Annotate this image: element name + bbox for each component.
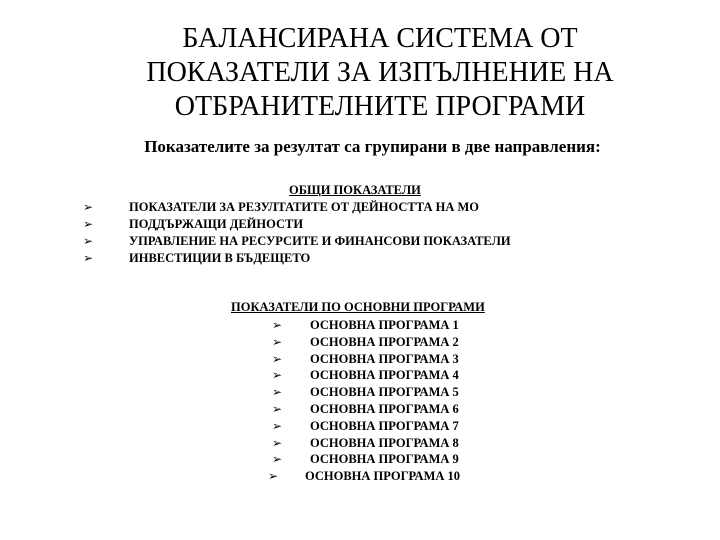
- list-item-label: ПОДДЪРЖАЩИ ДЕЙНОСТИ: [129, 217, 304, 231]
- list-item-label: ОСНОВНА ПРОГРАМА 3: [310, 351, 459, 366]
- list-item: [0, 436, 720, 453]
- list-item-label: ОСНОВНА ПРОГРАМА 6: [310, 401, 459, 416]
- list-item: [0, 402, 720, 419]
- list-item-label: УПРАВЛЕНИЕ НА РЕСУРСИТЕ И ФИНАНСОВИ ПОКАЗАТЕЛИ: [129, 234, 511, 248]
- list-item-label: ПОКАЗАТЕЛИ ЗА РЕЗУЛТАТИТЕ ОТ ДЕЙНОСТТА НА МО: [129, 200, 479, 214]
- arrowhead-bullet-icon: ➢: [272, 334, 283, 349]
- section-heading: ПОКАЗАТЕЛИ ПО ОСНОВНИ ПРОГРАМИ: [231, 300, 485, 314]
- list-item: [0, 469, 720, 486]
- list-item-label: ОСНОВНА ПРОГРАМА 10: [305, 469, 461, 484]
- arrowhead-bullet-icon: ➢: [272, 318, 283, 332]
- title-line: БАЛАНСИРАНА СИСТЕМА ОТ: [182, 23, 578, 54]
- list-item: [0, 419, 720, 436]
- arrowhead-bullet-icon: ➢: [268, 469, 279, 484]
- arrowhead-bullet-icon: ➢: [83, 234, 94, 248]
- arrowhead-bullet-icon: ➢: [272, 368, 283, 383]
- list-item: [0, 385, 720, 402]
- slide-title: [100, 22, 660, 124]
- list-item-label: ИНВЕСТИЦИИ В БЪДЕЩЕТО: [129, 251, 311, 265]
- title-line: ПОКАЗАТЕЛИ ЗА ИЗПЪЛНЕНИЕ НА: [146, 57, 614, 88]
- list-item: [0, 352, 720, 369]
- list-item: [0, 368, 720, 385]
- title-line: ОТБРАНИТЕЛНИТЕ ПРОГРАМИ: [174, 91, 586, 122]
- list-item-label: ОСНОВНА ПРОГРАМА 5: [310, 385, 459, 400]
- list-item-label: ОСНОВНА ПРОГРАМА 8: [310, 435, 459, 450]
- arrowhead-bullet-icon: ➢: [272, 401, 283, 416]
- arrowhead-bullet-icon: ➢: [83, 200, 94, 214]
- list-item-label: ОСНОВНА ПРОГРАМА 9: [310, 452, 459, 467]
- list-item: [0, 335, 720, 352]
- arrowhead-bullet-icon: ➢: [272, 385, 283, 400]
- list-item: [0, 452, 720, 469]
- arrowhead-bullet-icon: ➢: [83, 251, 94, 265]
- arrowhead-bullet-icon: ➢: [272, 452, 283, 467]
- arrowhead-bullet-icon: ➢: [272, 351, 283, 366]
- list-item: [0, 318, 720, 335]
- intro-text: Показателите за резултат са групирани в две направления:: [144, 137, 601, 156]
- list-item-label: ОСНОВНА ПРОГРАМА 2: [310, 334, 459, 349]
- arrowhead-bullet-icon: ➢: [272, 435, 283, 450]
- arrowhead-bullet-icon: ➢: [272, 418, 283, 433]
- list-item-label: ОСНОВНА ПРОГРАМА 4: [310, 368, 459, 383]
- program-indicators-list: [0, 318, 720, 486]
- list-item-label: ОСНОВНА ПРОГРАМА 1: [310, 318, 459, 332]
- section-heading: ОБЩИ ПОКАЗАТЕЛИ: [289, 183, 421, 197]
- list-item-label: ОСНОВНА ПРОГРАМА 7: [310, 418, 459, 433]
- arrowhead-bullet-icon: ➢: [83, 217, 94, 231]
